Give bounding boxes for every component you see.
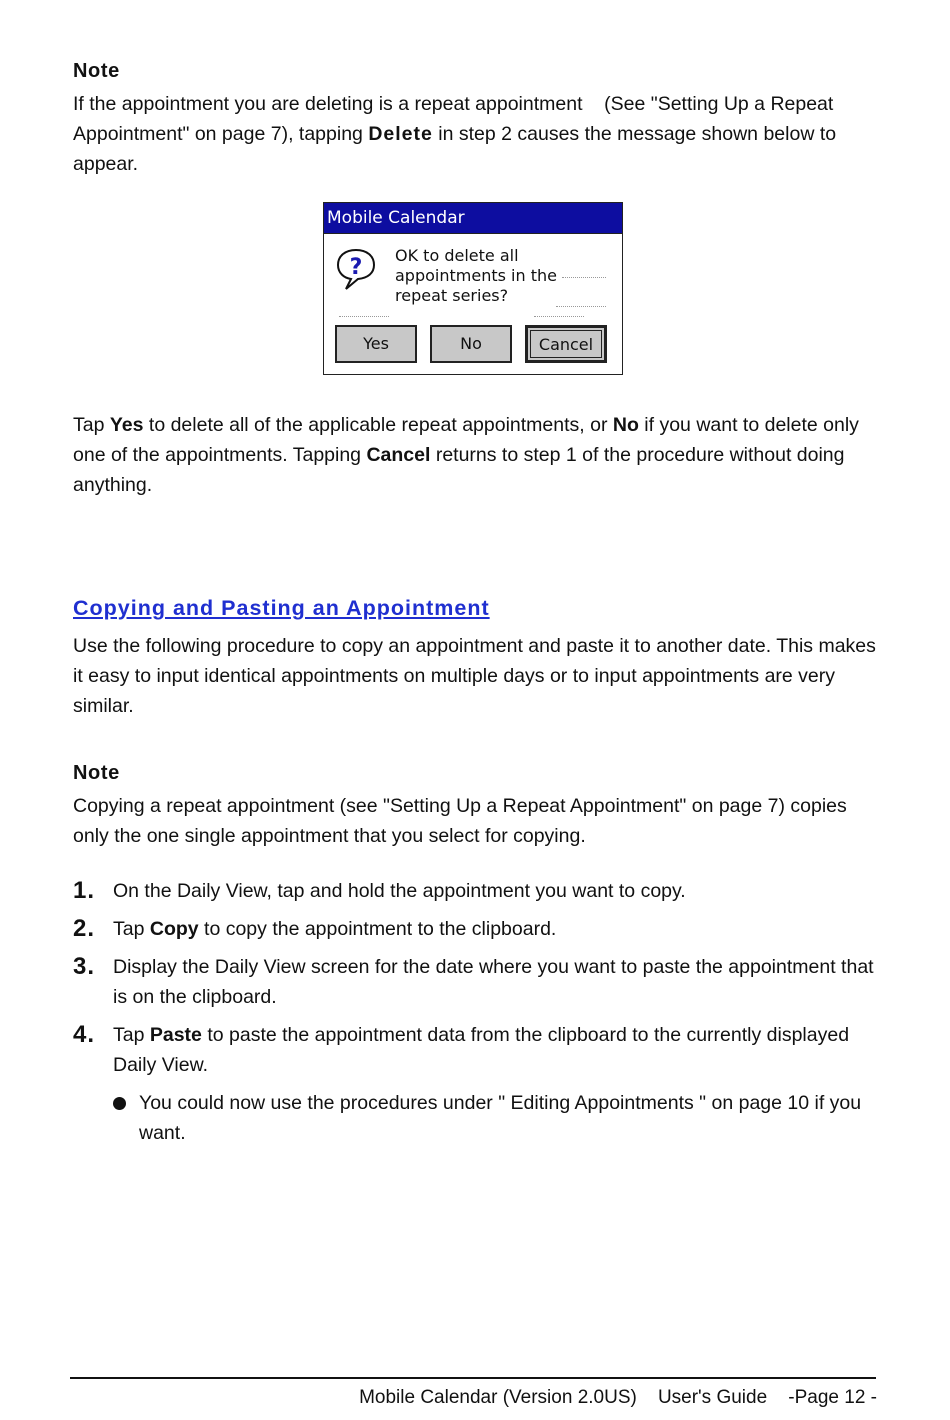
dotted-line xyxy=(339,316,389,317)
dotted-line xyxy=(562,277,606,278)
step-item-4 xyxy=(73,1020,878,1080)
step-item-2 xyxy=(73,914,878,944)
step-text: On the Daily View, tap and hold the appointment you want to copy. xyxy=(113,880,686,902)
note-text xyxy=(73,89,878,179)
svg-text:?: ? xyxy=(349,255,363,280)
note-title: Note xyxy=(73,60,120,82)
tap-no: No xyxy=(612,414,639,436)
step-text-pre: Tap xyxy=(113,918,150,940)
copy-paste-section xyxy=(73,596,878,721)
tap-t2: to delete all of the applicable repeat appointments, or xyxy=(143,414,613,436)
page-footer: Mobile Calendar (Version 2.0US) User's Guide -Page 12 - xyxy=(359,1387,877,1408)
step-text-post: to paste the appointment data from the clipboard to the currently displayed Daily View. xyxy=(113,1024,850,1076)
confirm-dialog xyxy=(323,202,623,375)
dialog-title: Mobile Calendar xyxy=(324,203,622,234)
no-button[interactable]: No xyxy=(430,325,512,363)
note-text-b: in step 2 causes the message shown below to appear. xyxy=(73,123,837,175)
steps-list xyxy=(73,876,878,1080)
question-balloon-icon xyxy=(336,247,376,291)
bullet-dot-icon xyxy=(113,1097,126,1110)
note-text-2: Copying a repeat appointment (see "Setting Up a Repeat Appointment" on page 7) copies only the one single appointment that you select for copying. xyxy=(73,795,847,847)
step-bold-paste: Paste xyxy=(149,1024,202,1046)
tap-t4: returns to step 1 of the procedure without doing anything. xyxy=(73,444,845,496)
step-bold-copy: Copy xyxy=(149,918,199,940)
step-item-1 xyxy=(73,876,878,906)
tap-paragraph xyxy=(73,410,878,500)
note-block-1 xyxy=(73,56,878,179)
steps-block xyxy=(73,876,878,1148)
step-text: Display the Daily View screen for the date where you want to paste the appointment that is on the clipboard. xyxy=(113,956,874,1008)
tap-t1: Tap xyxy=(73,414,110,436)
note-block-2 xyxy=(73,758,878,851)
step-number: 3. xyxy=(73,953,96,980)
dialog-message: OK to delete all appointments in the repeat series? xyxy=(395,246,557,305)
cancel-button[interactable]: Cancel xyxy=(525,325,607,363)
tap-cancel: Cancel xyxy=(366,444,431,466)
note-bold-delete: Delete xyxy=(368,123,433,145)
bullet-text: You could now use the procedures under " Editing Appointments " on page 10 if you want. xyxy=(139,1092,862,1144)
dotted-line xyxy=(534,316,584,317)
section-heading[interactable]: Copying and Pasting an Appointment xyxy=(73,596,490,620)
tap-t3: if you want to delete only one of the appointments. Tapping xyxy=(73,414,859,466)
dotted-line xyxy=(556,306,606,307)
step-text-post: to copy the appointment to the clipboard. xyxy=(198,918,557,940)
step-text-pre: Tap xyxy=(113,1024,150,1046)
step-number: 2. xyxy=(73,915,96,942)
step-number: 4. xyxy=(73,1021,96,1048)
yes-button[interactable]: Yes xyxy=(335,325,417,363)
step-number: 1. xyxy=(73,877,96,904)
tap-text xyxy=(73,410,878,500)
footer-divider xyxy=(70,1377,876,1379)
tap-yes: Yes xyxy=(109,414,144,436)
step-item-3 xyxy=(73,952,878,1012)
section-intro: Use the following procedure to copy an appointment and paste it to another date. This makes it easy to input identical appointments on multiple days or to input appointments are very similar. xyxy=(73,635,876,717)
note-text-a: If the appointment you are deleting is a repeat appointment (See "Setting Up a Repeat Appointment" on page 7), tapping xyxy=(73,93,834,145)
note-title-2: Note xyxy=(73,762,120,784)
bullet-item xyxy=(73,1088,878,1148)
